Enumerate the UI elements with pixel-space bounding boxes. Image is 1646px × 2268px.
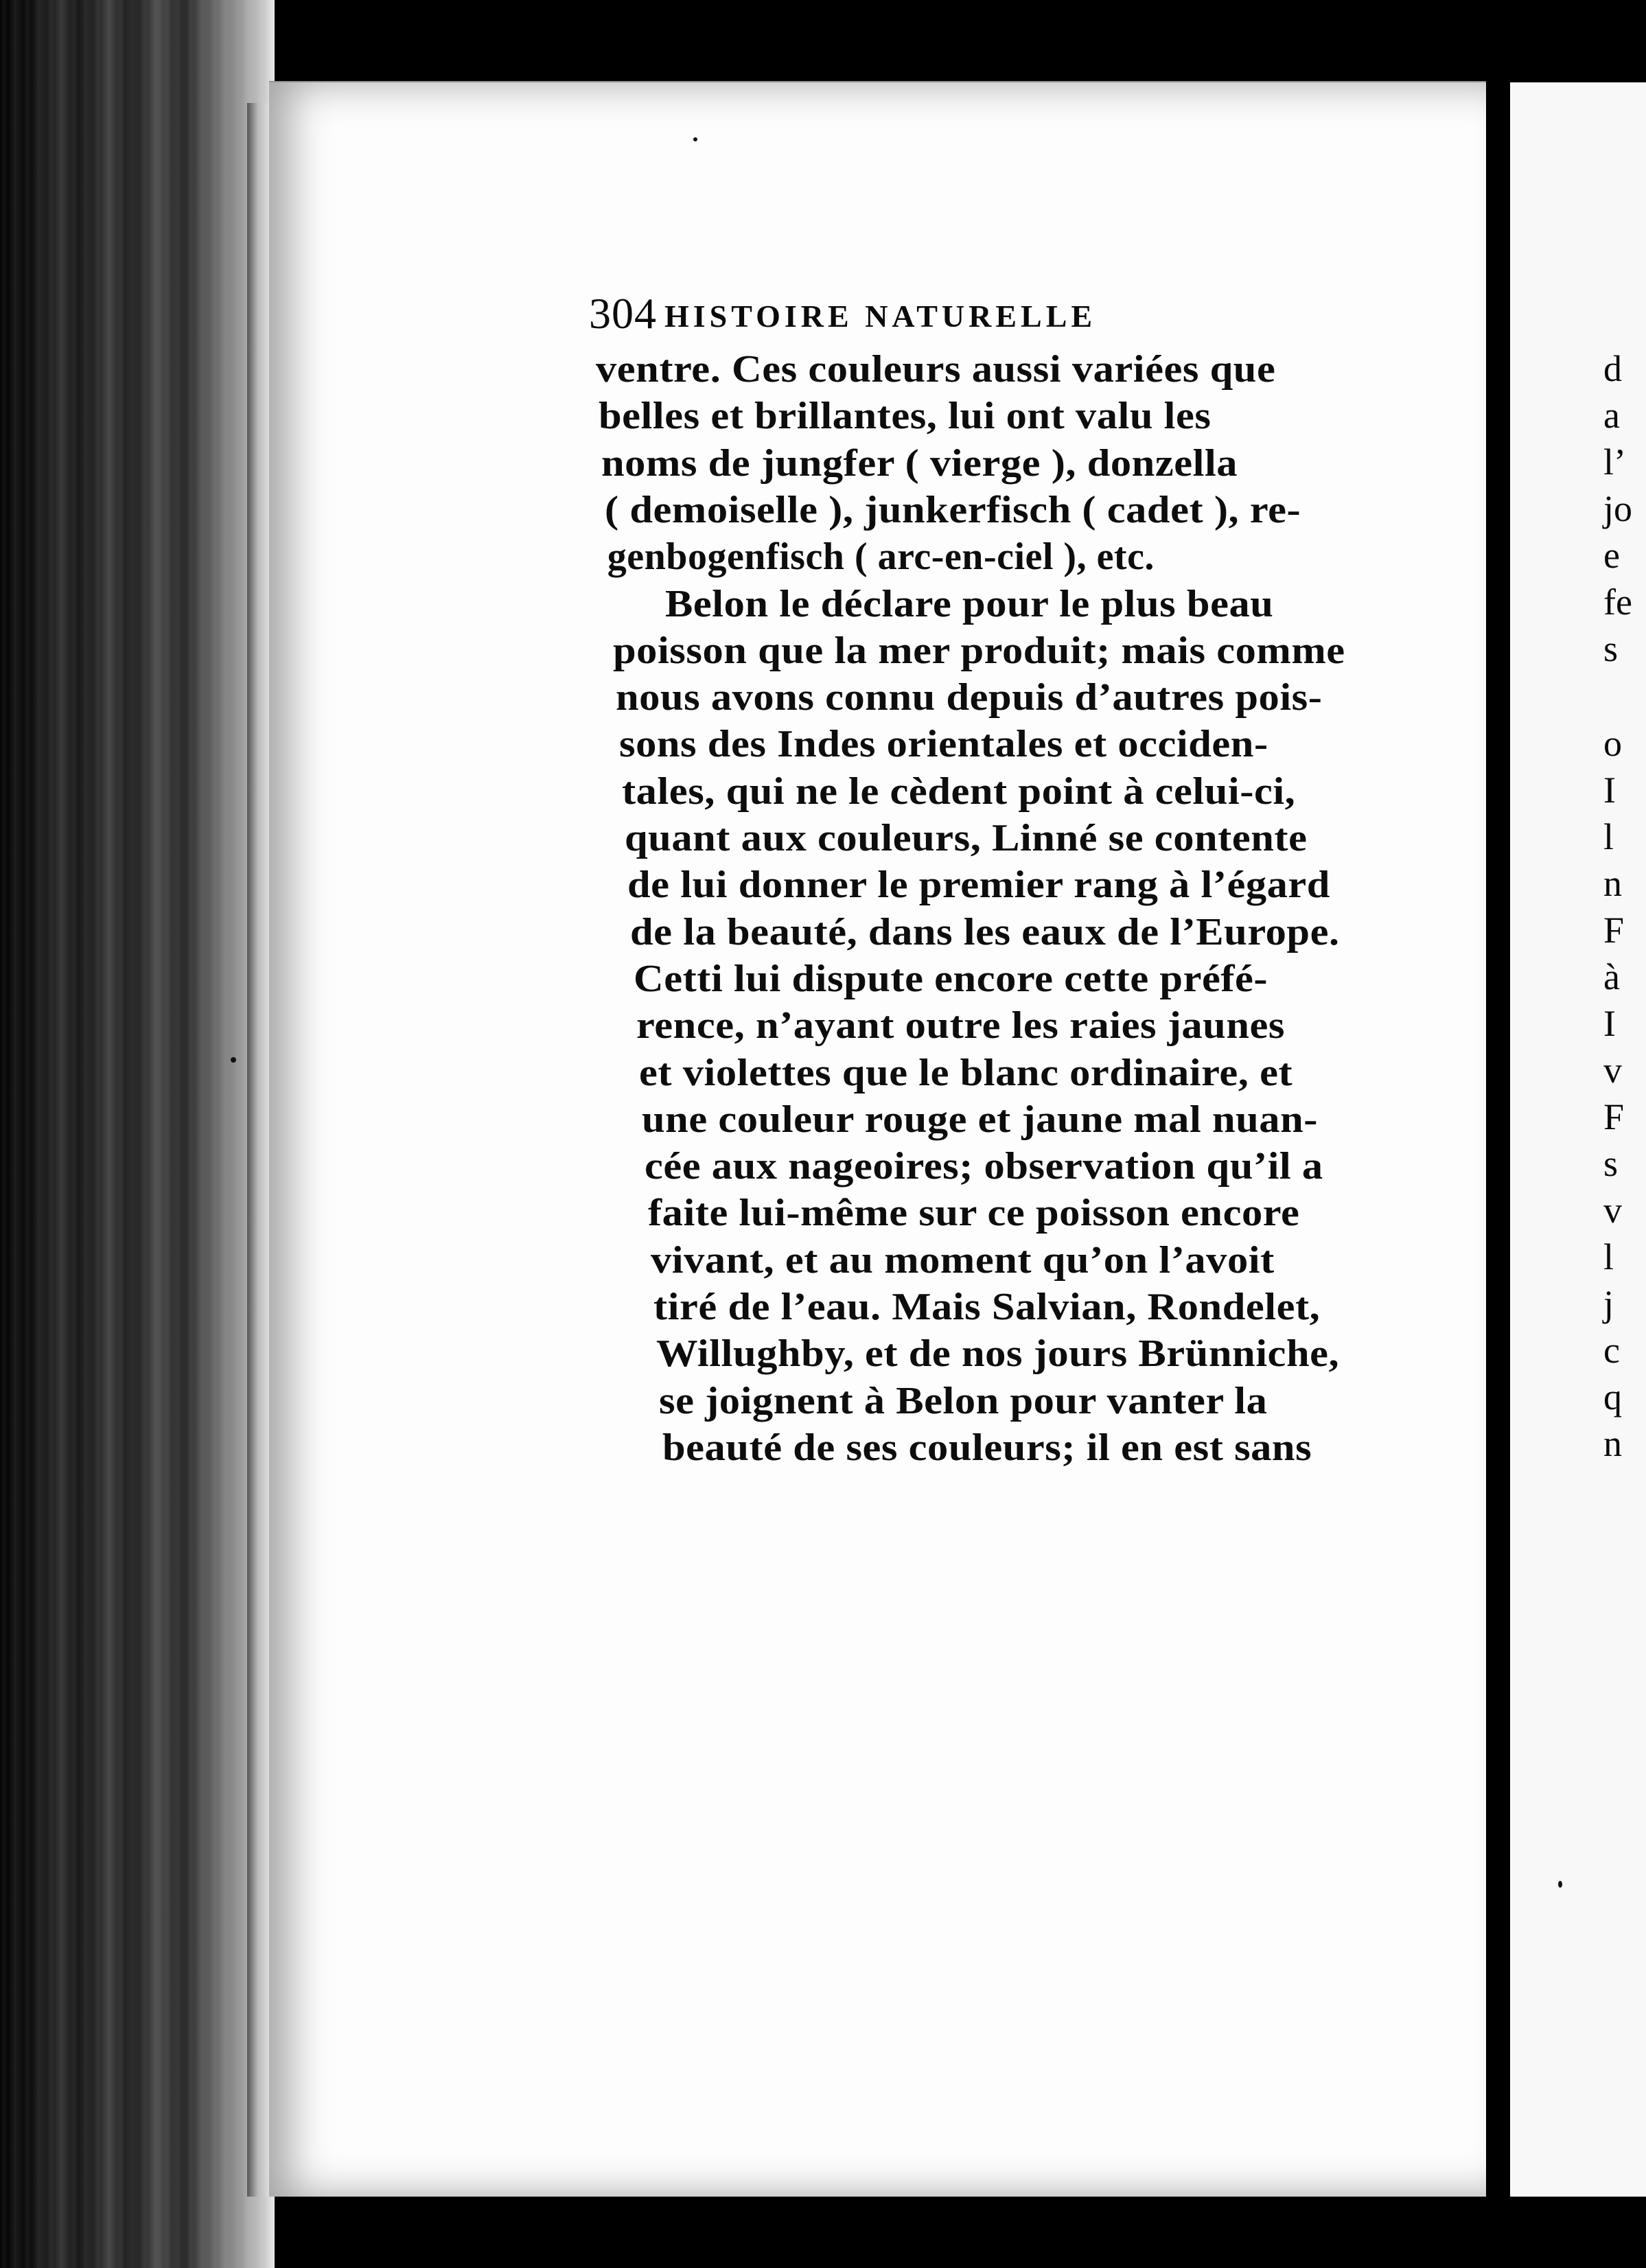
text-line: tiré de l’eau. Mais Salvian, Rondelet, (653, 1286, 1321, 1328)
text-line: sons des Indes orientales et occiden- (618, 723, 1268, 766)
text-line: Cetti lui dispute encore cette préfé- (633, 957, 1268, 1000)
text-line: de lui donner le premier rang à l’égard (627, 864, 1331, 907)
running-head: HISTOIRE NATURELLE (664, 299, 1097, 334)
text-line: Belon le déclare pour le plus beau (665, 582, 1274, 625)
right-page-fragment: j (1603, 1283, 1614, 1324)
right-page-fragment: l (1603, 1236, 1614, 1277)
text-line: genbogenfisch ( arc-en-ciel ), etc. (607, 535, 1155, 579)
ink-speck (693, 137, 697, 141)
text-line: se joignent à Belon pour vanter la (659, 1379, 1268, 1422)
text-line: et violettes que le blanc ordinaire, et (639, 1051, 1293, 1094)
text-line: vivant, et au moment qu’on l’avoit (650, 1238, 1275, 1282)
text-line: une couleur rouge et jaune mal nuan- (642, 1098, 1319, 1141)
right-page-fragment: c (1603, 1330, 1620, 1371)
right-page-fragment: s (1603, 1143, 1619, 1184)
text-line: belles et brillantes, lui ont valu les (599, 395, 1212, 438)
right-page-fragment: I (1603, 1003, 1616, 1044)
right-page-fragment: e (1603, 535, 1620, 576)
right-page-fragment: I (1603, 769, 1616, 811)
right-page-fragment: n (1603, 1423, 1622, 1464)
ink-speck (231, 1057, 236, 1063)
text-line: tales, qui ne le cèdent point à celui-ci, (621, 769, 1296, 813)
text-line: beauté de ses couleurs; il en est sans (662, 1426, 1312, 1469)
book-gutter (1486, 69, 1514, 2203)
right-page-fragment: o (1603, 723, 1622, 764)
right-page-fragment: v (1603, 1050, 1622, 1091)
ink-speck (1558, 1881, 1562, 1888)
right-page-fragment: l (1603, 816, 1614, 857)
right-page-fragment: à (1603, 956, 1620, 997)
text-line: poisson que la mer produit; mais comme (613, 629, 1345, 672)
right-page-fragment: s (1603, 628, 1619, 669)
right-page (1510, 82, 1646, 2197)
text-line: cée aux nageoires; observation qu’il a (645, 1145, 1324, 1188)
page-header (589, 288, 1248, 343)
text-line: de la beauté, dans les eaux de l’Europe. (630, 910, 1341, 953)
text-line: quant aux couleurs, Linné se contente (625, 817, 1308, 859)
text-line: nous avons connu depuis d’autres pois- (616, 676, 1323, 719)
right-page-fragment: d (1603, 348, 1622, 389)
right-page-fragment: a (1603, 395, 1620, 436)
right-page-fragment: jo (1603, 488, 1633, 529)
page-number: 304 (589, 289, 657, 338)
right-page-fragment: fe (1603, 581, 1632, 623)
right-page-fragment: F (1603, 1096, 1625, 1137)
right-page-fragment: v (1603, 1190, 1622, 1231)
text-line: ventre. Ces couleurs aussi variées que (596, 348, 1276, 391)
right-page-fragment: l’ (1603, 441, 1626, 483)
right-page-fragment: n (1603, 863, 1622, 904)
text-line: ( demoiselle ), junkerfisch ( cadet ), re- (604, 488, 1301, 531)
text-line: faite lui-même sur ce poisson encore (647, 1192, 1300, 1235)
right-page-fragment: q (1603, 1376, 1622, 1418)
book-spine (0, 0, 275, 2268)
right-page-fragment: F (1603, 910, 1625, 951)
text-line: Willughby, et de nos jours Brünniche, (656, 1332, 1340, 1376)
text-line: rence, n’ayant outre les raies jaunes (636, 1004, 1285, 1048)
text-line: noms de jungfer ( vierge ), donzella (601, 441, 1238, 485)
